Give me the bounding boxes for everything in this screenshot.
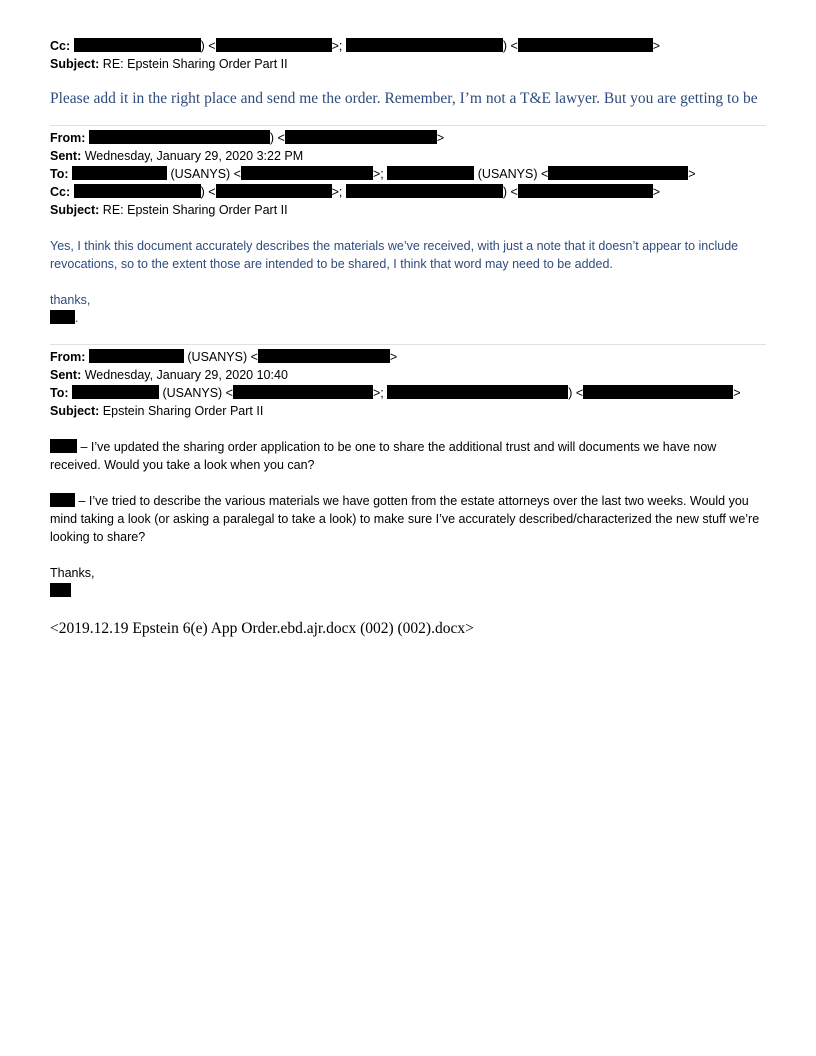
redaction — [518, 184, 653, 198]
from-line-3: From: (USANYS) < > — [50, 350, 398, 364]
from-label: From: — [50, 131, 86, 145]
sent-label: Sent: — [50, 149, 82, 163]
redaction — [216, 184, 332, 198]
subject-label: Subject: — [50, 203, 100, 217]
redaction — [89, 349, 184, 363]
redaction — [548, 166, 688, 180]
subject-label: Subject: — [50, 404, 100, 418]
redaction — [387, 166, 474, 180]
redaction — [583, 385, 733, 399]
sent-date: Wednesday, January 29, 2020 10:40 — [84, 368, 288, 382]
redaction — [74, 184, 201, 198]
to-label: To: — [50, 167, 69, 181]
sent-line-2 — [50, 147, 766, 165]
email-document — [50, 37, 766, 638]
subject-text: RE: Epstein Sharing Order Part II — [102, 57, 288, 71]
subject-line-3 — [50, 402, 766, 420]
redaction — [241, 166, 373, 180]
cc-label: Cc: — [50, 185, 71, 199]
to-line-3: To: (USANYS) < >; ) < > — [50, 386, 741, 400]
subject-text: RE: Epstein Sharing Order Part II — [102, 203, 288, 217]
redaction — [50, 439, 77, 453]
redaction — [346, 38, 503, 52]
message-body-2: Yes, I think this document accurately describes the materials we’ve received, with just a note that it doesn’t appear to include revocations, so to the extent those are intended to be shared, I think that word may need to be added. — [50, 239, 739, 271]
redaction — [387, 385, 568, 399]
from-label: From: — [50, 350, 86, 364]
subject-line-1 — [50, 55, 766, 73]
sent-line-3 — [50, 366, 766, 384]
to-label: To: — [50, 386, 69, 400]
cc-line-2: Cc: ) < >; ) < > — [50, 185, 661, 199]
separator — [50, 125, 766, 126]
redaction — [50, 310, 75, 324]
redaction — [50, 493, 75, 507]
to-line-2: To: (USANYS) < >; (USANYS) < > — [50, 167, 696, 181]
redaction — [285, 130, 437, 144]
redaction — [72, 385, 159, 399]
closing-3: Thanks, — [50, 566, 95, 580]
message-paragraph-2: – I’ve tried to describe the various materials we have gotten from the estate attorneys over the last two weeks. Would you mind taking a look (or asking a paralegal to take a look) to make sure I’ve accurately described/characterized the new stuff we’re looking to share? — [50, 494, 760, 544]
sent-date: Wednesday, January 29, 2020 3:22 PM — [84, 149, 304, 163]
redaction — [50, 583, 71, 597]
attachment-name: <2019.12.19 Epstein 6(e) App Order.ebd.ajr.docx (002) (002).docx> — [50, 620, 474, 637]
from-line-2: From: ) < > — [50, 131, 445, 145]
cc-line-1: Cc: ) < >; ) < > — [50, 39, 661, 53]
redaction — [74, 38, 201, 52]
message-body-1: Please add it in the right place and send me the order. Remember, I’m not a T&E lawyer. But you are getting to be — [50, 90, 758, 107]
redaction — [72, 166, 167, 180]
subject-text: Epstein Sharing Order Part II — [102, 404, 264, 418]
separator — [50, 344, 766, 345]
sent-label: Sent: — [50, 368, 82, 382]
redaction — [346, 184, 503, 198]
closing-2: thanks, — [50, 293, 91, 307]
subject-line-2 — [50, 201, 766, 219]
cc-label: Cc: — [50, 39, 71, 53]
signature-3 — [50, 582, 766, 600]
message-paragraph-1: – I’ve updated the sharing order application to be one to share the additional trust and will documents we have now received. Would you take a look when you can? — [50, 440, 717, 472]
redaction — [518, 38, 653, 52]
redaction — [233, 385, 373, 399]
redaction — [89, 130, 270, 144]
redaction — [258, 349, 390, 363]
signature-2: . — [50, 309, 766, 327]
redaction — [216, 38, 332, 52]
subject-label: Subject: — [50, 57, 100, 71]
